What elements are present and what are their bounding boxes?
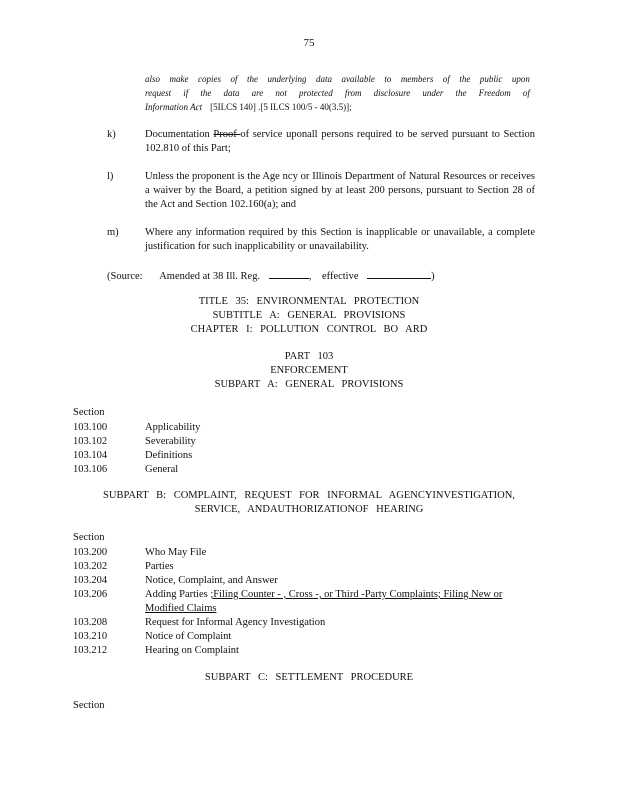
struck-text: Proof [213,129,241,140]
section-title-text: Severability [145,436,196,447]
item-letter: l) [107,171,114,182]
subpart-c-heading: SUBPART C: SETTLEMENT PROCEDURE [204,672,414,683]
blank-line-date [367,268,431,279]
intro-citation: [5ILCS 140] .[5 ILCS 100/5 - 40(3.5)]; [210,102,352,112]
section-entry [73,421,543,435]
section-title [145,421,543,435]
section-title [145,574,543,588]
item-letter: k) [107,129,116,140]
section-label: Section [73,700,105,711]
section-number: 103.208 [73,617,108,628]
section-number: 103.200 [73,547,108,558]
subpart-a-heading: SUBPART A: GENERAL PROVISIONS [214,379,404,390]
section-entry [73,588,543,616]
source-note [107,268,435,282]
part-number: PART 103 [284,351,334,362]
section-entry [73,574,543,588]
intro-word: of [442,74,450,84]
section-number: 103.100 [73,422,108,433]
section-entry [73,463,543,477]
part-name: ENFORCEMENT [270,365,348,376]
intro-word: not [275,88,287,98]
intro-word: make [169,74,189,84]
section-number: 103.102 [73,436,108,447]
section-label: Section [73,532,105,543]
source-comma: , [308,271,312,282]
intro-word: members [400,74,434,84]
intro-word: data [315,74,332,84]
list-item-l [107,170,535,212]
section-title-text: Applicability [145,422,201,433]
intro-word: upon [511,74,530,84]
intro-line-1 [145,72,530,86]
intro-word: the [455,88,467,98]
source-open: (Source: [107,271,143,282]
section-number: 103.212 [73,645,108,656]
section-title [145,463,543,477]
intro-word: from [344,88,362,98]
intro-word: are [251,88,264,98]
section-entry [73,560,543,574]
section-title-text: Adding Parties [145,589,208,600]
intro-word: the [246,74,258,84]
section-number: 103.106 [73,464,108,475]
section-title [145,616,543,630]
intro-word: disclosure [373,88,411,98]
section-title-text: Request for Informal Agency Investigation [145,617,326,628]
section-entry [73,616,543,630]
intro-word: data [223,88,240,98]
section-title [145,560,543,574]
section-title-text: General [145,464,179,475]
intro-word: under [422,88,444,98]
section-number: 103.204 [73,575,108,586]
section-title-text: Definitions [145,450,193,461]
section-title [145,644,543,658]
item-letter: m) [107,227,119,238]
source-effective: effective [321,271,359,282]
intro-word: request [145,88,172,98]
intro-word: of [230,74,238,84]
underlined-insertion: ;Filing Counter - , Cross -, or Third -Party Complaints; Filing New or Modified Claims [145,589,503,614]
list-item-m [107,226,535,254]
section-title-text: Parties [145,561,174,572]
intro-act-name: Information Act [145,102,203,112]
intro-word: underlying [267,74,307,84]
section-label: Section [73,407,105,418]
list-item-k [107,128,535,156]
intro-word: of [522,88,530,98]
section-title [145,449,543,463]
section-title [145,588,543,616]
intro-word: the [459,74,471,84]
intro-word: the [200,88,212,98]
subpart-a-section-list [73,421,543,477]
section-title-text: Hearing on Complaint [145,645,239,656]
section-number: 103.104 [73,450,108,461]
subpart-b-heading-line-1: SUBPART B: COMPLAINT, REQUEST FOR INFORMAL AGENCYINVESTIGATION, [103,490,515,501]
subpart-b-section-list [73,546,543,658]
section-entry [73,630,543,644]
section-title-text: Notice of Complaint [145,631,232,642]
blank-line-reg [269,268,309,279]
subpart-b-heading-line-2: SERVICE, ANDAUTHORIZATIONOF HEARING [194,504,424,515]
section-entry [73,644,543,658]
intro-line-3 [145,100,530,114]
section-entry [73,435,543,449]
section-entry [73,546,543,560]
section-title [145,435,543,449]
section-number: 103.210 [73,631,108,642]
source-close: ) [431,271,435,282]
section-title-text: Who May File [145,547,207,558]
item-text [145,128,535,156]
intro-word: copies [197,74,221,84]
item-text: Where any information required by this Section is inapplicable or unavailable, a complete justification for such inapplicability or unavailability. [145,227,535,252]
intro-word: public [479,74,503,84]
section-number: 103.206 [73,589,108,600]
item-text-pre: Documentation [145,129,214,140]
item-text-post: of service uponall persons required to be served pursuant to Section 102.810 of this Part; [145,129,535,154]
intro-word: Freedom [478,88,511,98]
section-title [145,546,543,560]
source-amended: Amended at 38 Ill. Reg. [159,271,261,282]
chapter-heading: CHAPTER I: POLLUTION CONTROL BO ARD [190,324,428,335]
intro-word: also [145,74,161,84]
subtitle-heading: SUBTITLE A: GENERAL PROVISIONS [212,310,406,321]
section-number: 103.202 [73,561,108,572]
intro-word: protected [299,88,333,98]
intro-word: available [341,74,375,84]
intro-paragraph [145,72,530,114]
page-number: 75 [303,37,315,49]
section-entry [73,449,543,463]
title-heading: TITLE 35: ENVIRONMENTAL PROTECTION [198,296,420,307]
section-title [145,630,543,644]
intro-line-2 [145,86,530,100]
intro-word: to [384,74,392,84]
intro-word: if [183,88,189,98]
item-text: Unless the proponent is the Age ncy or Illinois Department of Natural Resources or receives a waiver by the Board, a petition signed by at least 200 persons, pursuant to Section 28 of the Act and Section 102.160(a); and [145,171,535,210]
section-title-text: Notice, Complaint, and Answer [145,575,278,586]
